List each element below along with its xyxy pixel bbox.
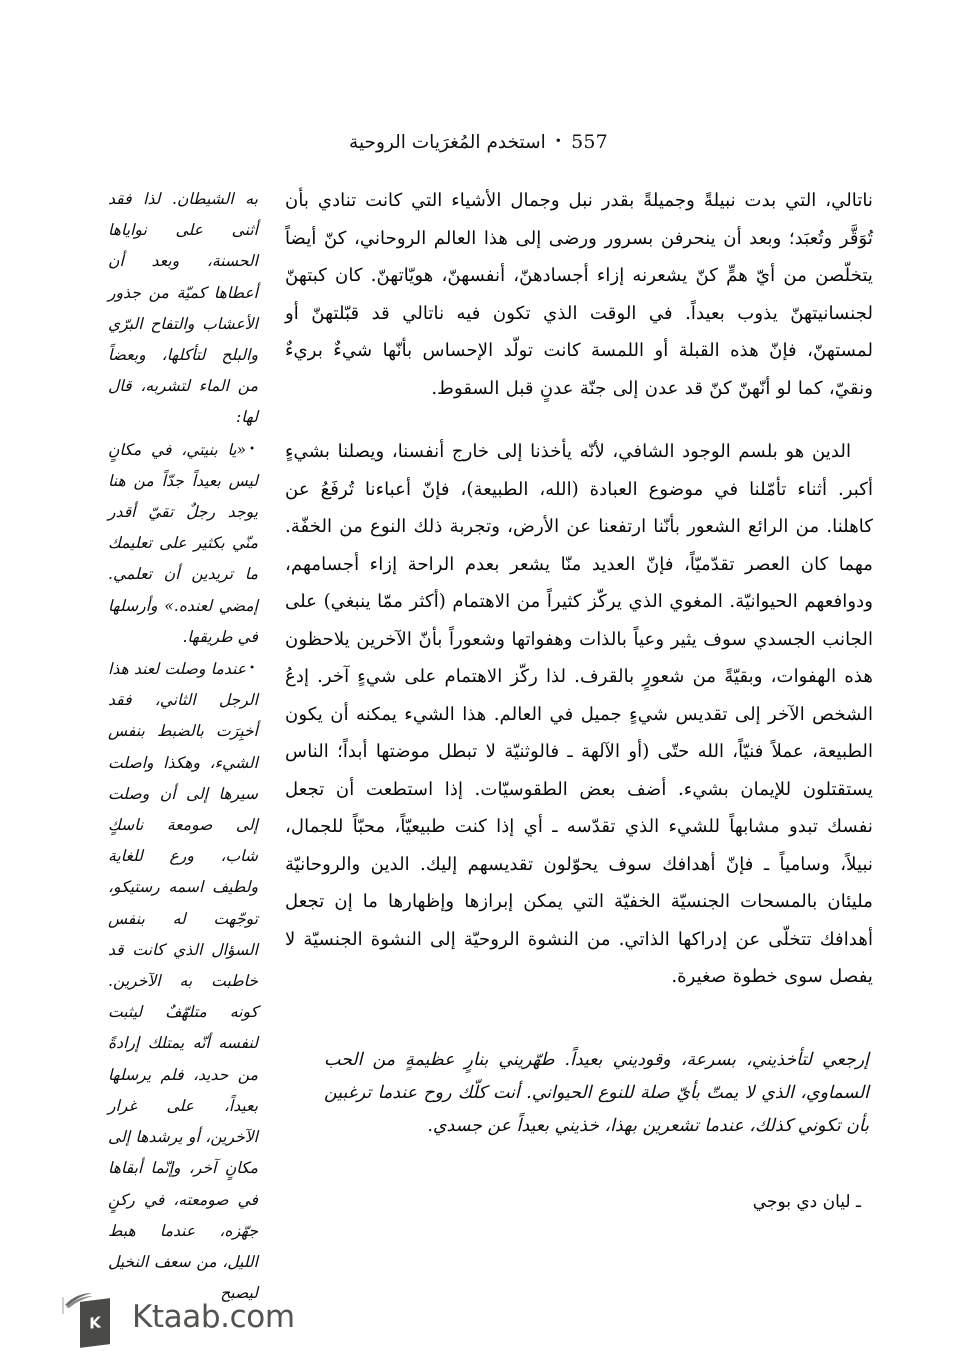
ktaab-logo-icon bbox=[62, 1286, 118, 1348]
margin-note-column bbox=[108, 184, 258, 1309]
margin-note-segment-3: عندما وصلت لعند هذا الرجل الثاني، فقد أخبِرَت بالضبط بنفس الشيء، وهكذا واصلت سيرها إلى أن وصلت إلى صومعة ناسكٍ شاب، ورع للغاية ولطيف اسمه رستيكو، توجّهت له بنفس السؤال الذي كانت قد خاطبت به الآخرين. كونه متلهّفٌ ليثبت لنفسه أنّه يمتلك إرادةً من حديد، فلم يرسلها بعيداً، على غرار الآخرين، أو يرشدها إلى مكانٍ آخر، وإنّما أبقاها في صومعته، في ركنٍ جهّزه، عندما هبط الليل، من سعف النخيل ليصبح bbox=[108, 660, 258, 1303]
header-separator-dot: • bbox=[554, 134, 563, 148]
page-number: 557 bbox=[571, 131, 608, 153]
watermark-brand-text: Ktaab.com bbox=[132, 1299, 295, 1335]
page-title: استخدم المُغرَيات الروحية bbox=[349, 132, 546, 153]
pull-quote: إرجعي لتأخذيني، بسرعة، وقوديني بعيداً. طهّريني بنارٍ عظيمةٍ من الحب السماوي، الذي لا يمتّ بأيّ صلة للنوع الحيواني. أنت كلّك روح عندما ترغبين بأن تكوني كذلك، عندما تشعرين بهذا، خذيني بعيداً عن جسدي. bbox=[324, 1050, 869, 1136]
main-text-column bbox=[285, 182, 873, 996]
body-paragraph-2: الدين هو بلسم الوجود الشافي، لأنّه يأخذنا إلى خارج أنفسنا، ويصلنا بشيءٍ أكبر. أثناء تأمّلنا في موضوع العبادة (الله، الطبيعة)، فإنّ أعباءنا تُرفَعُ عن كاهلنا. من الرائع الشعور بأنّنا ارتفعنا عن الأرض، وتجربة ذلك النوع من الخفّة. مهما كان العصر تقدّميّاً، فإنّ العديد منّا يشعر بعدم الراحة إزاء أجسامهم، ودوافعهم الحيوانيّة. المغوي الذي يركّز كثيراً من الاهتمام (أكثر ممّا ينبغي) على الجانب الجسدي سوف يثير وعياً بالذات وهفواتها وشعوراً بأنّ الآخرين يلاحظون هذه الهفوات، وبقيّةً من شعورٍ بالقرف. لذا ركّز الاهتمام على شيءٍ آخر. إدعُ الشخص الآخر إلى تقديس شيءٍ جميل في العالم. هذا الشيء يمكنه أن يكون الطبيعة، عملاً فنيّاً، الله حتّى (أو الآلهة ـ فالوثنيّة لا تبطل موضتها أبداً؛ الناس يستقتلون للإيمان بشيء. أضف بعض الطقوسيّات. إذا استطعت أن تجعل نفسك تبدو مشابهاً للشيء الذي تقدّسه ـ أي إذا كنت طبيعيّاً، محبّاً للجمال، نبيلاً، وسامياً ـ فإنّ أهدافك سوف يحوّلون تقديسهم إليك. الدين والروحانيّة مليئان بالمسحات الجنسيّة الخفيّة التي يمكن إبرازها وإظهارها ما إن تجعل أهدافك تتخلّى عن إدراكها الذاتي. من النشوة الروحيّة إلى النشوة الجنسيّة لا يفصل سوى خطوة صغيرة. bbox=[285, 441, 873, 987]
bullet-icon: • bbox=[249, 443, 255, 455]
margin-note-segment-2: «يا بنيتي، في مكانٍ ليس بعيداً جدّاً من هنا يوجد رجلٌ تقيّ أقدر منّي بكثير على تعليمك ما تريدين أن تعلمي. إمضي لعنده.» وأرسلها في طريقها. bbox=[108, 440, 258, 646]
page-body bbox=[100, 182, 873, 1303]
margin-note-segment-1: به الشيطان. لذا فقد أثنى على نواياها الحسنة، وبعد أن أعطاها كميّة من جذور الأعشاب والتفاح البرّي والبلح لتأكلها، وبعضاً من الماء لتشربه، قال لها: bbox=[108, 190, 258, 427]
bullet-icon: • bbox=[249, 663, 255, 675]
logo-letter: K bbox=[89, 1313, 101, 1333]
running-header bbox=[0, 131, 955, 153]
site-watermark bbox=[62, 1286, 295, 1348]
margin-note-segment-2-wrap bbox=[108, 434, 258, 653]
body-paragraph-1: ناتالي، التي بدت نبيلةً وجميلةً بقدر نبل وجمال الأشياء التي كانت تنادي بأن تُوَقَّر وتُعبَد؛ وبعد أن ينحرفن بسرور ورضى إلى هذا العالم الروحاني، كنّ أيضاً يتخلّصن من أيّ همٍّ كنّ يشعرنه إزاء أجسادهنّ، أنفسهنّ، هويّاتهنّ. كان كبتهنّ لجنسانيتهنّ يذوب بعيداً. في الوقت الذي تكون فيه ناتالي قد قبّلتهنّ أو لمستهنّ، فإنّ هذه القبلة أو اللمسة كانت تولّد الإحساس بأنّها شيءٌ بريءٌ ونقيّ، كما لو أنّهنّ كنّ قد عدن إلى جنّة عدنٍ قبل السقوط. bbox=[285, 190, 873, 399]
margin-note-segment-3-wrap bbox=[108, 653, 258, 1309]
pull-quote-attribution: ـ ليان دي بوجي bbox=[752, 1192, 861, 1212]
